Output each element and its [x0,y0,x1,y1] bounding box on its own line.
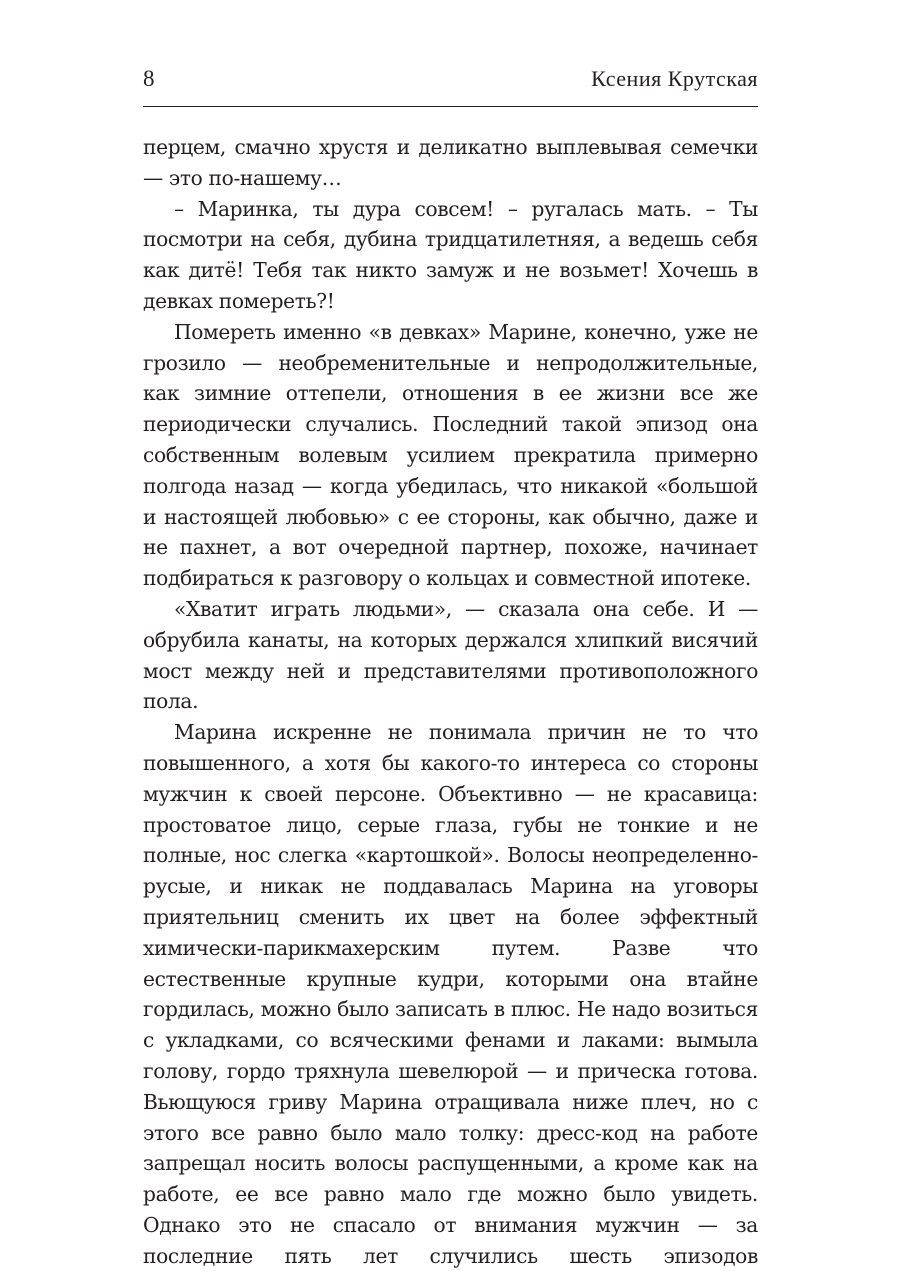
paragraph: – Маринка, ты дура совсем! – ругалась мать. – Ты посмотри на себя, дубина тридцатилетняя, а ведешь себя как дитё! Тебя так никто замуж и не возьмет! Хочешь в девках помереть?! [143,196,758,313]
paragraph: «Хватит играть людьми», — сказала она себе. И — обрубила канаты, на которых держался хлипкий висячий мост между ней и представителями противоположного пола. [143,596,758,714]
body-text [143,132,758,1271]
paragraph: Марина искренне не понимала причин не то что повышенного, а хотя бы какого-то интереса со стороны мужчин к своей персоне. Объективно — не красавица: простоватое лицо, серые глаза, губы не тонкие и не полные, нос слегка «картошкой». Волосы неопределенно-русые, и никак не поддавалась Марина на уговоры приятельниц сменить их цвет на более эффектный химически-парикмахерским путем. Разве что естественные крупные кудри, которыми она втайне гордилась, можно было записать в плюс. Не надо возиться с укладками, со всяческими фенами и лаками: вымыла голову, гордо тряхнула шевелюрой — и прическа готова. Вьющуюся гриву Марина отращивала ниже плеч, но с этого все равно было мало толку: дресс-код на работе запрещал носить волосы распущенными, а кроме как на работе, ее все равно мало где можно было увидеть. Однако это не спасало от внимания мужчин — за последние пять лет случились шесть эпизодов [143,720,758,1268]
page-number: 8 [143,66,155,91]
page-header [143,66,758,107]
paragraph: Помереть именно «в девках» Марине, конечно, уже не грозило — необременительные и непродолжительные, как зимние оттепели, отношения в ее жизни все же периодически случались. Последний такой эпизод она собственным волевым усилием прекратила примерно полгода назад — когда убедилась, что никакой «большой и настоящей любовью» с ее стороны, как обычно, даже и не пахнет, а вот очередной партнер, похоже, начинает подбираться к разговору о кольцах и совместной ипотеке. [143,319,758,591]
running-head-author: Ксения Крутская [591,66,758,91]
paragraph: перцем, смачно хрустя и деликатно выплевывая семечки — это по-нашему… [143,135,758,190]
